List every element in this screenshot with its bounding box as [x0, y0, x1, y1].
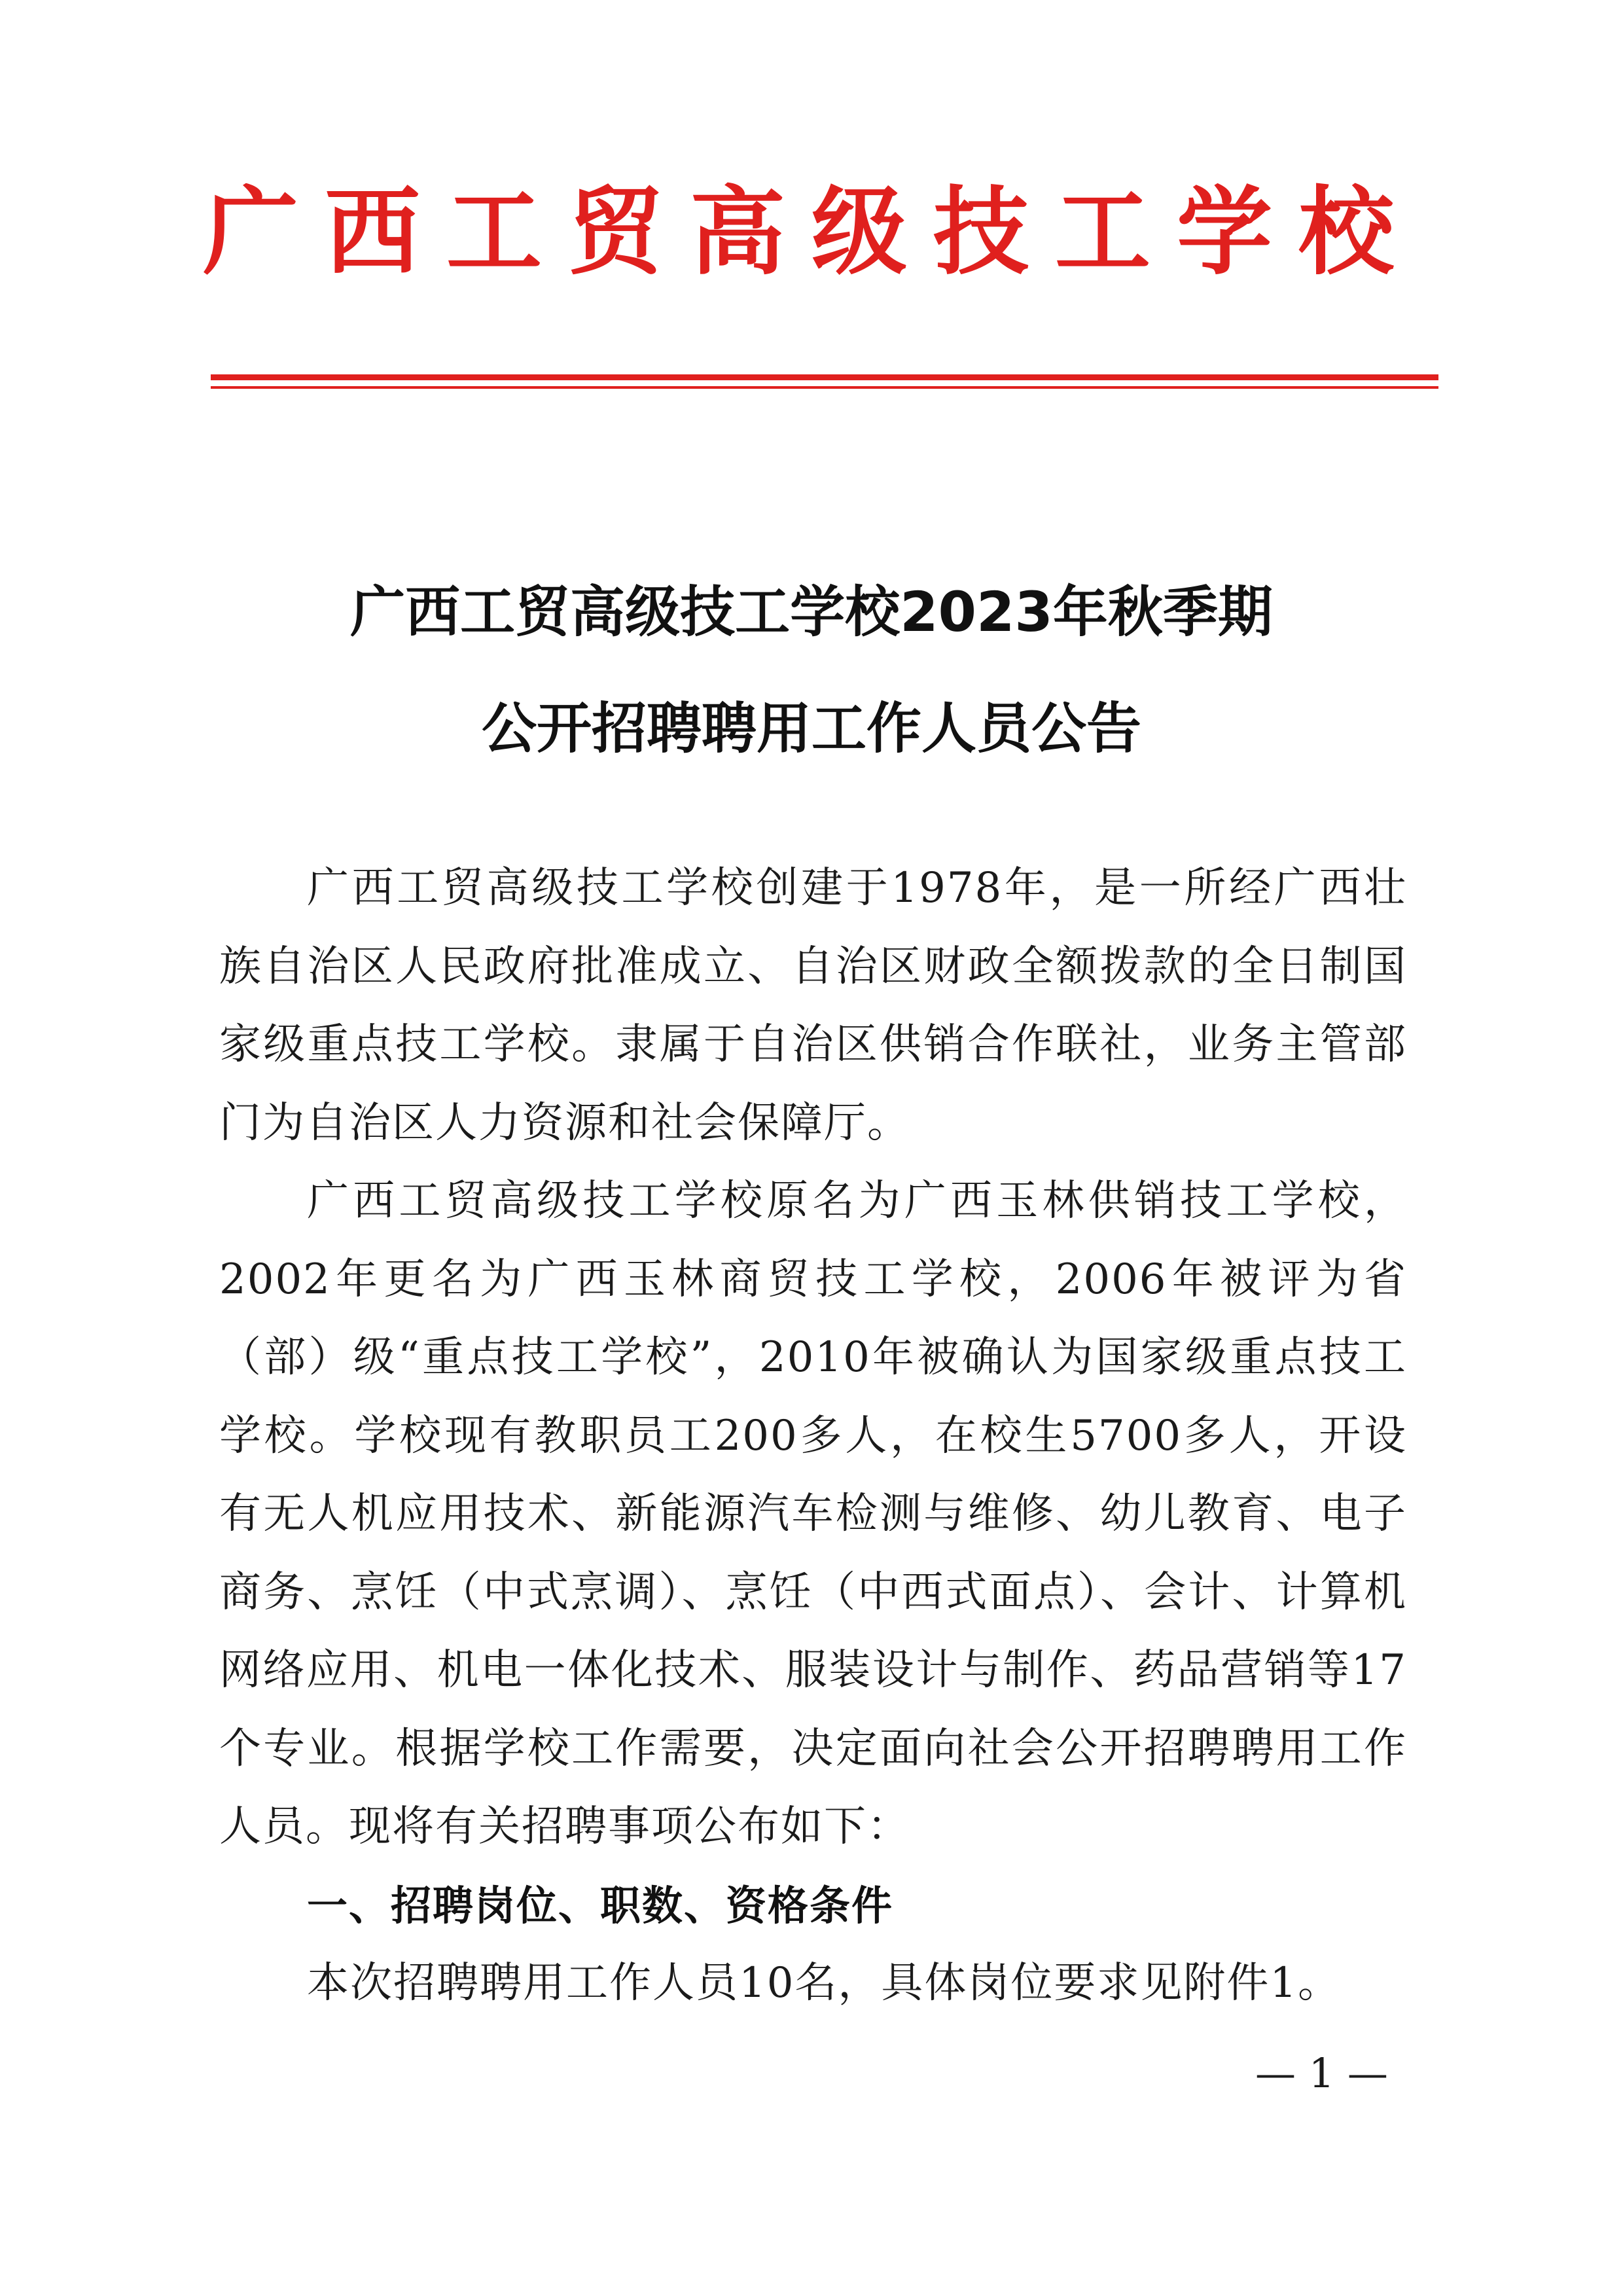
letterhead-org-name: 广西工贸高级技工学校	[203, 176, 1420, 288]
page-number: — 1 —	[1255, 2049, 1388, 2097]
section-heading-positions: 一、招聘岗位、职数、资格条件	[307, 1881, 894, 1929]
letterhead-rule-thick	[211, 374, 1438, 380]
paragraph-school-intro: 广西工贸高级技工学校创建于1978年，是一所经广西壮族自治区人民政府批准成立、自治区财政全额拨款的全日制国家级重点技工学校。隶属于自治区供销合作联社，业务主管部门为自治区人力资源和社会保障厅。	[219, 864, 1407, 1147]
document-body	[219, 850, 1407, 2023]
document-title-line-1: 广西工贸高级技工学校2023年秋季期	[350, 580, 1273, 644]
letterhead-rule-thin	[211, 386, 1438, 389]
document-title-line-2: 公开招聘聘用工作人员公告	[481, 696, 1141, 761]
paragraph-school-history: 广西工贸高级技工学校原名为广西玉林供销技工学校，2002年更名为广西玉林商贸技工学校，2006年被评为省（部）级“重点技工学校”，2010年被确认为国家级重点技工学校。学校现有教职员工200多人，在校生5700多人，开设有无人机应用技术、新能源汽车检测与维修、幼儿教育、电子商务、烹饪（中式烹调）、烹饪（中西式面点）、会计、计算机网络应用、机电一体化技术、服装设计与制作、药品营销等17个专业。根据学校工作需要，决定面向社会公开招聘聘用工作人员。现将有关招聘事项公布如下：	[219, 1177, 1407, 1851]
paragraph-positions: 本次招聘聘用工作人员10名，具体岗位要求见附件1。	[307, 1959, 1342, 2007]
